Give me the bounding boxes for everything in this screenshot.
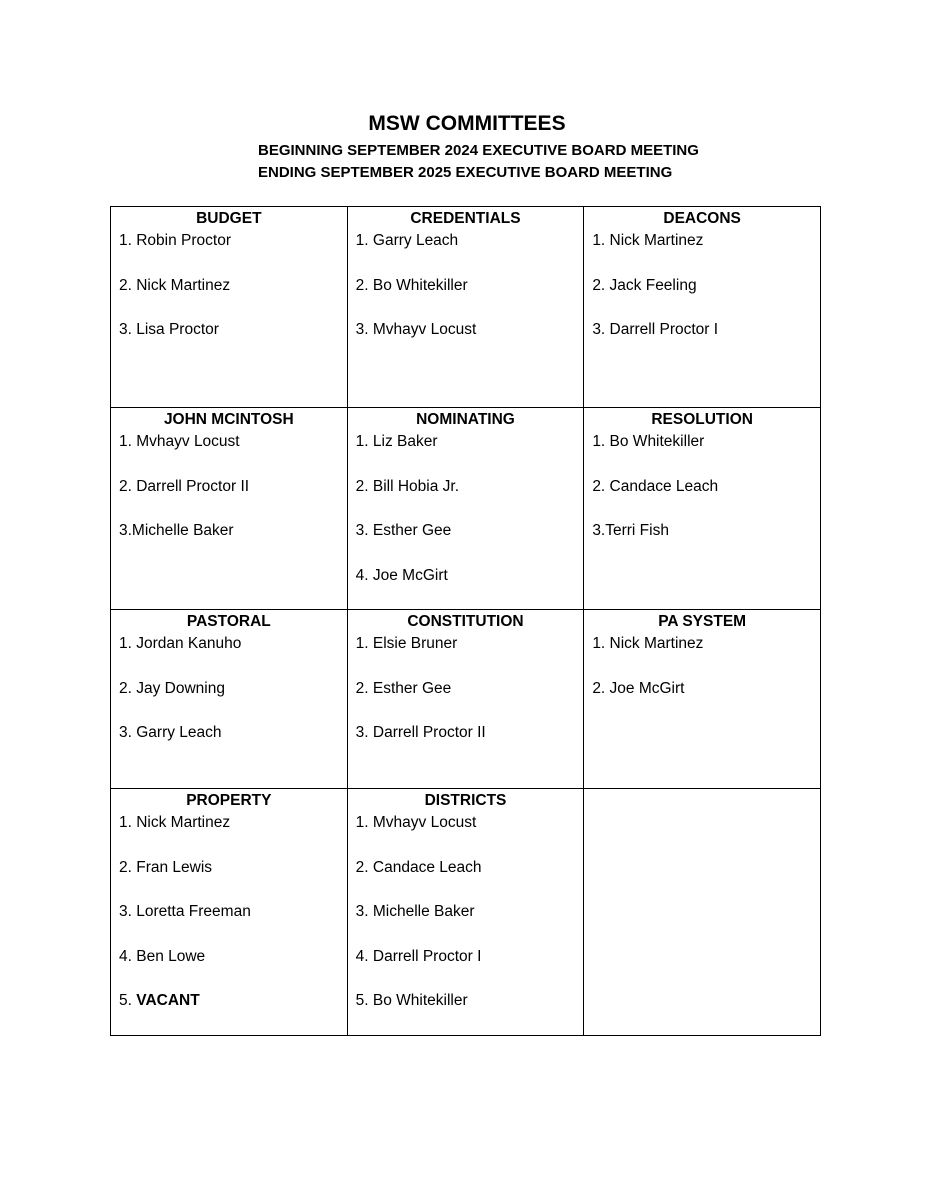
committee-name: PASTORAL: [186, 613, 271, 630]
member-list: [356, 812, 584, 1035]
committee-name: RESOLUTION: [651, 411, 753, 428]
committee-name: DEACONS: [663, 210, 741, 227]
member-list: [356, 230, 584, 364]
member: 1. Bo Whitekiller: [592, 433, 705, 450]
committee-resolution: [584, 408, 821, 610]
committee-credentials: [347, 207, 584, 408]
committee-name: DISTRICTS: [424, 792, 507, 809]
member: 3. Darrell Proctor I: [592, 321, 719, 338]
member: 1. Nick Martinez: [592, 232, 704, 249]
page-title: MSW COMMITTEES: [368, 112, 566, 135]
member: 5. Bo Whitekiller: [355, 992, 468, 1009]
member: 2. Joe McGirt: [592, 679, 685, 697]
member: 3. Lisa Proctor: [119, 321, 219, 338]
member: 4. Ben Lowe: [119, 947, 206, 965]
member: 1. Nick Martinez: [592, 635, 704, 652]
member: 3. Mvhayv Locust: [355, 321, 477, 338]
committee-name: BUDGET: [196, 210, 262, 227]
committee-name: PROPERTY: [186, 792, 272, 809]
committee-name: PA SYSTEM: [658, 613, 747, 630]
vacant-label: VACANT: [136, 992, 200, 1009]
member: 3. Michelle Baker: [355, 903, 475, 920]
member-list: [119, 431, 347, 565]
member: 2. Bo Whitekiller: [355, 276, 468, 294]
member: 4. Darrell Proctor I: [355, 947, 482, 965]
member-list: [119, 230, 347, 364]
committee-john-mcintosh: [111, 408, 348, 610]
member: 2. Bill Hobia Jr.: [355, 477, 460, 495]
committee-pa-system: [584, 610, 821, 789]
member-list: [356, 633, 584, 767]
table-row: [111, 207, 821, 408]
member: 3. Esther Gee: [355, 522, 452, 539]
table-row: [111, 408, 821, 610]
member-list: [119, 633, 347, 767]
empty-cell: [584, 789, 821, 1036]
table-row: [111, 610, 821, 789]
member: 1. Mvhayv Locust: [119, 433, 240, 450]
member: 2. Esther Gee: [355, 679, 452, 697]
subtitle-ending: ENDING SEPTEMBER 2025 EXECUTIVE BOARD MEETING: [258, 164, 673, 181]
member: 2. Fran Lewis: [119, 858, 213, 876]
committee-property: [111, 789, 348, 1036]
committee-budget: [111, 207, 348, 408]
member: 2. Candace Leach: [592, 477, 719, 495]
member-list: [592, 230, 820, 364]
member: 1. Robin Proctor: [119, 232, 231, 249]
committee-districts: [347, 789, 584, 1036]
member: 4. Joe McGirt: [355, 566, 448, 584]
member: 1. Elsie Bruner: [355, 635, 458, 652]
committee-pastoral: [111, 610, 348, 789]
member-list: [119, 812, 347, 1035]
committee-name: CONSTITUTION: [407, 613, 524, 630]
member: 3.Michelle Baker: [119, 522, 234, 539]
member-vacant: [119, 990, 347, 1035]
member: 2. Darrell Proctor II: [119, 477, 250, 495]
member: 1. Nick Martinez: [119, 814, 231, 831]
table-row: [111, 789, 821, 1036]
subtitle-beginning: BEGINNING SEPTEMBER 2024 EXECUTIVE BOARD MEETING: [258, 142, 699, 159]
committee-nominating: [347, 408, 584, 610]
committee-name: CREDENTIALS: [410, 210, 521, 227]
member: 1. Mvhayv Locust: [355, 814, 477, 831]
member-list: [592, 633, 820, 722]
committees-table: [110, 206, 821, 1036]
committee-name: NOMINATING: [416, 411, 515, 428]
member-list: [356, 431, 584, 609]
committee-constitution: [347, 610, 584, 789]
member: 2. Jay Downing: [119, 679, 225, 697]
committee-name: JOHN MCINTOSH: [163, 411, 294, 428]
member: 1. Garry Leach: [355, 232, 459, 249]
member: 3. Garry Leach: [119, 724, 222, 741]
member: 1. Liz Baker: [355, 433, 438, 450]
member: 3. Loretta Freeman: [119, 903, 251, 920]
member: 3.Terri Fish: [592, 522, 669, 539]
vacant-number: 5.: [119, 992, 132, 1009]
member-list: [592, 431, 820, 565]
committee-deacons: [584, 207, 821, 408]
member: 3. Darrell Proctor II: [355, 724, 486, 741]
member: 2. Candace Leach: [355, 858, 482, 876]
member: 2. Nick Martinez: [119, 276, 231, 294]
member: 2. Jack Feeling: [592, 276, 697, 294]
member: 1. Jordan Kanuho: [119, 635, 242, 652]
